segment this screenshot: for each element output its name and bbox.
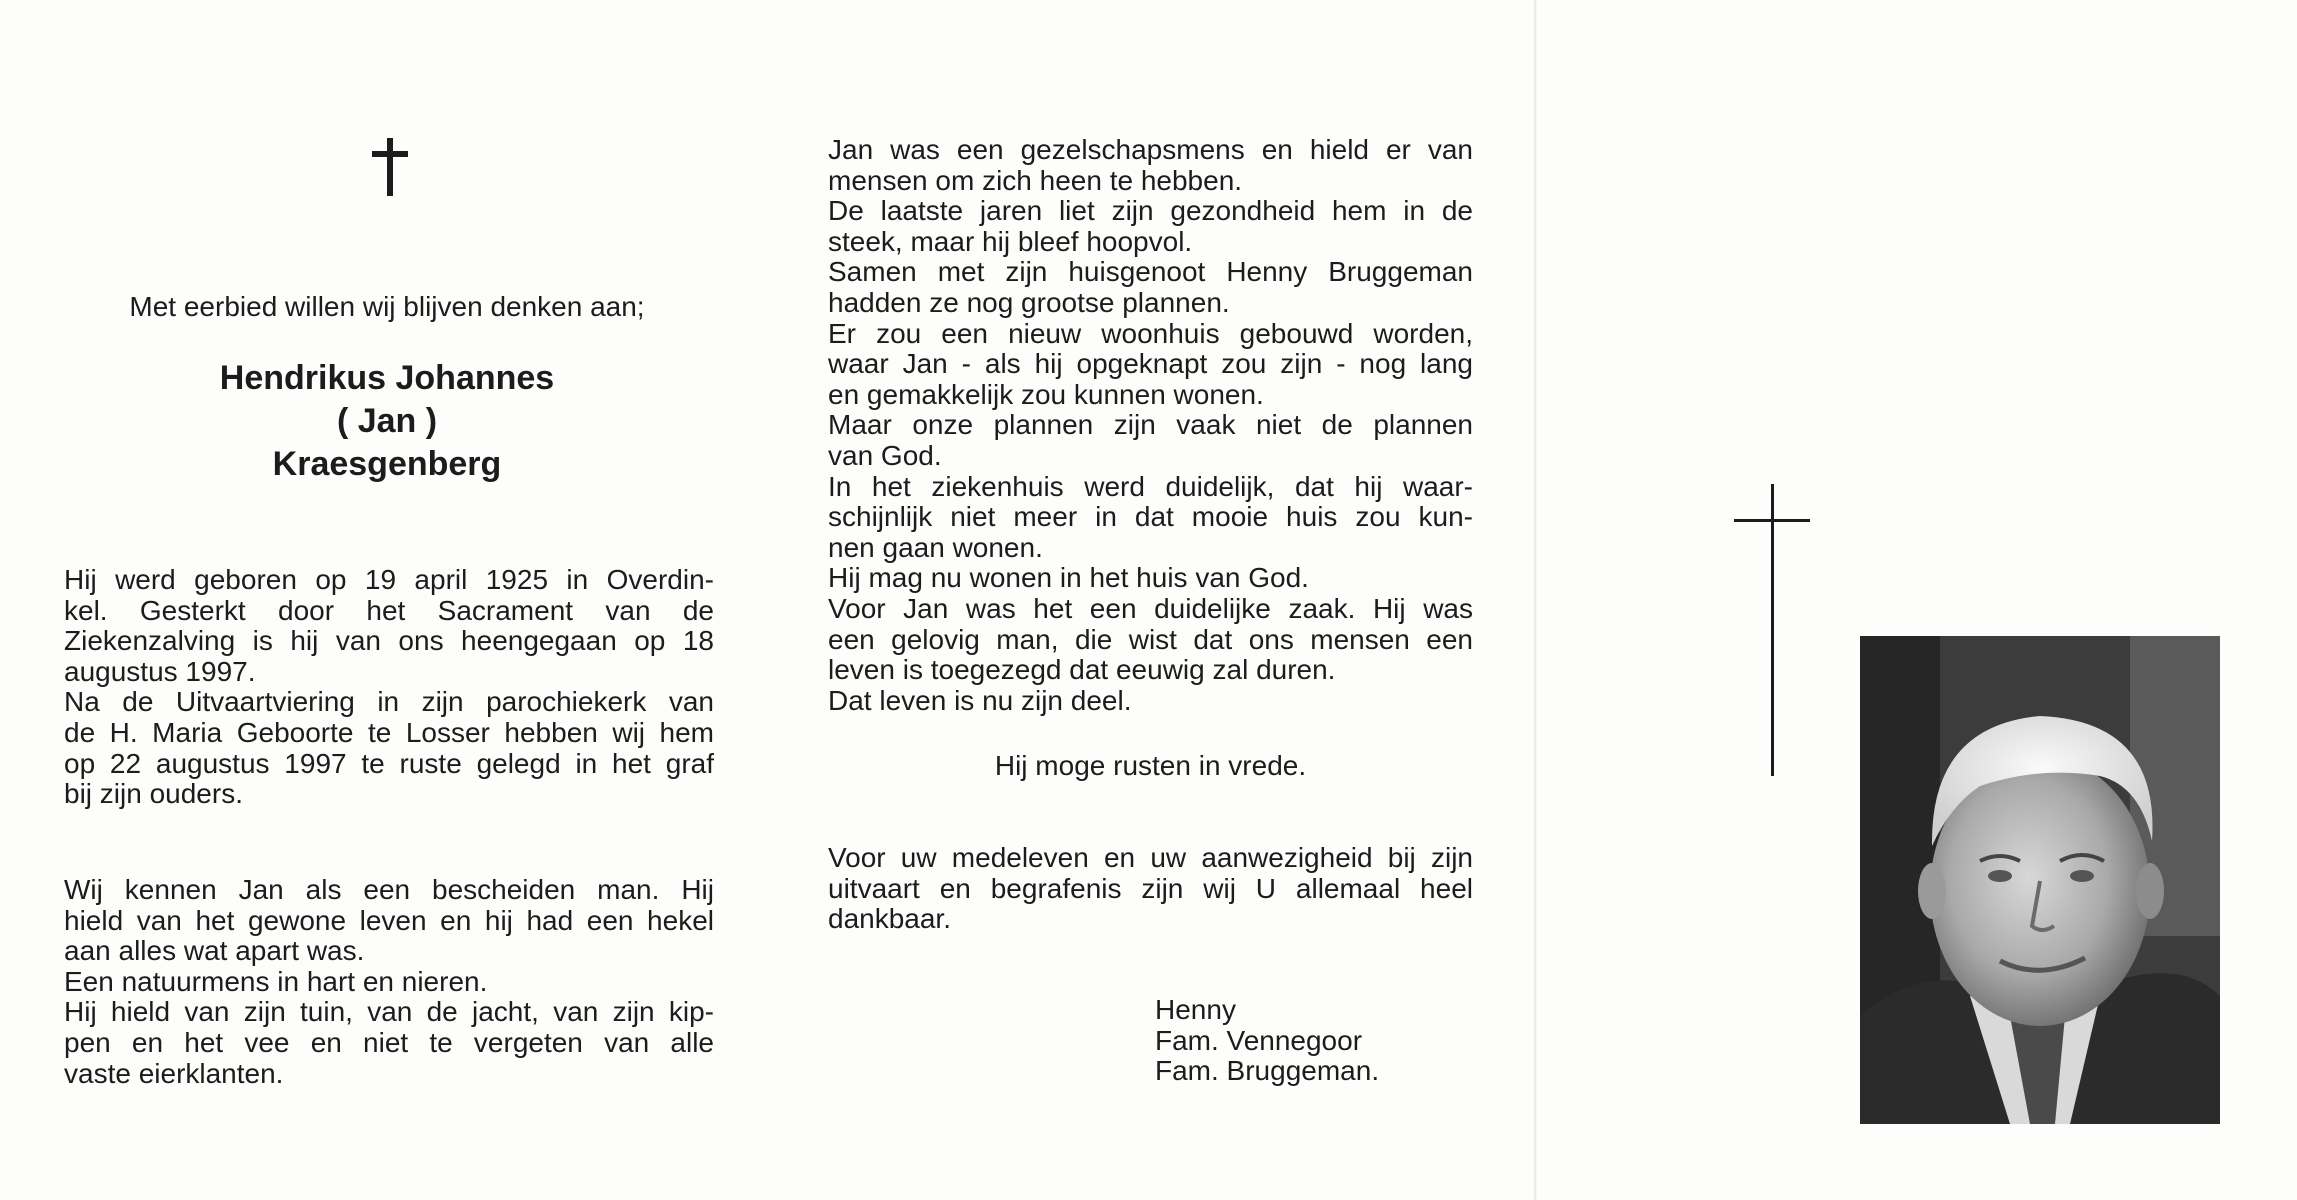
thanks-paragraph (828, 843, 1473, 935)
signature-line: Fam. Vennegoor (1155, 1024, 1363, 1056)
text-line: schijnlijk niet meer in dat mooie huis zou kun- (828, 501, 1473, 533)
text-line: nen gaan wonen. (828, 531, 1043, 563)
text-line: Ziekenzalving is hij van ons heengegaan op 18 (64, 625, 714, 657)
text-line: Hij mag nu wonen in het huis van God. (828, 562, 1309, 594)
life-paragraph (828, 135, 1473, 716)
portrait-illustration (1860, 636, 2220, 1124)
text-line: Hij hield van zijn tuin, van de jacht, van zijn kip- (64, 996, 714, 1028)
text-line: vaste eierklanten. (64, 1057, 284, 1089)
text-line: augustus 1997. (64, 655, 256, 687)
text-line: In het ziekenhuis werd duidelijk, dat hij waar- (828, 470, 1473, 502)
deceased-name (62, 357, 712, 486)
intro-text: Met eerbied willen wij blijven denken aan; (129, 291, 645, 322)
text-line: steek, maar hij bleef hoopvol. (828, 225, 1193, 257)
text-line: Hij werd geboren op 19 april 1925 in Overdin- (64, 564, 714, 595)
name-line-2: ( Jan ) (336, 402, 438, 440)
portrait-photo (1860, 636, 2220, 1124)
name-line-3: Kraesgenberg (272, 445, 502, 483)
text-line: Er zou een nieuw woonhuis gebouwd worden, (828, 317, 1473, 349)
text-line: een gelovig man, die wist dat ons mensen een (828, 623, 1473, 655)
text-line: waar Jan - als hij opgeknapt zou zijn - nog lang (828, 348, 1473, 380)
text-line: aan alles wat apart was. (64, 935, 365, 967)
text-line: kel. Gesterkt door het Sacrament van de (64, 594, 714, 626)
text-line: pen en het vee en niet te vergeten van alle (64, 1026, 714, 1058)
cross-icon (368, 138, 412, 198)
text-line: Voor Jan was het een duidelijke zaak. Hij was (828, 592, 1473, 624)
signatures (1155, 995, 1379, 1087)
text-line: De laatste jaren liet zijn gezondheid hem in de (828, 195, 1473, 227)
text-line: dankbaar. (828, 903, 951, 935)
thin-cross-icon (1734, 484, 1810, 780)
birth-death-paragraph (64, 565, 714, 810)
signature-line: Henny (1155, 994, 1236, 1025)
text-line: en gemakkelijk zou kunnen wonen. (828, 378, 1264, 410)
text-line: Maar onze plannen zijn vaak niet de plannen (828, 409, 1473, 441)
text-line: mensen om zich heen te hebben. (828, 164, 1243, 196)
name-line-1: Hendrikus Johannes (219, 359, 555, 397)
text-line: bij zijn ouders. (64, 778, 243, 810)
text-line: de H. Maria Geboorte te Losser hebben wij hem (64, 716, 714, 748)
text-line: op 22 augustus 1997 te ruste gelegd in het graf (64, 747, 714, 779)
fold-line-highlight (1536, 0, 1537, 1200)
text-line: Voor uw medeleven en uw aanwezigheid bij zijn (828, 842, 1473, 873)
character-paragraph (64, 875, 714, 1089)
text-line: uitvaart en begrafenis zijn wij U allemaal heel (828, 872, 1473, 904)
text-line: Jan was een gezelschapsmens en hield er van (828, 134, 1473, 165)
blessing-text: Hij moge rusten in vrede. (994, 750, 1307, 781)
text-line: Na de Uitvaartviering in zijn parochiekerk van (64, 686, 714, 718)
text-line: Dat leven is nu zijn deel. (828, 684, 1132, 716)
text-line: leven is toegezegd dat eeuwig zal duren. (828, 654, 1336, 686)
text-line: hadden ze nog grootse plannen. (828, 286, 1230, 318)
text-line: Een natuurmens in hart en nieren. (64, 965, 488, 997)
text-line: van God. (828, 439, 942, 471)
text-line: Samen met zijn huisgenoot Henny Bruggeman (828, 256, 1473, 288)
text-line: hield van het gewone leven en hij had een hekel (64, 904, 714, 936)
signature-line: Fam. Bruggeman. (1155, 1055, 1380, 1087)
text-line: Wij kennen Jan als een bescheiden man. Hij (64, 874, 714, 905)
